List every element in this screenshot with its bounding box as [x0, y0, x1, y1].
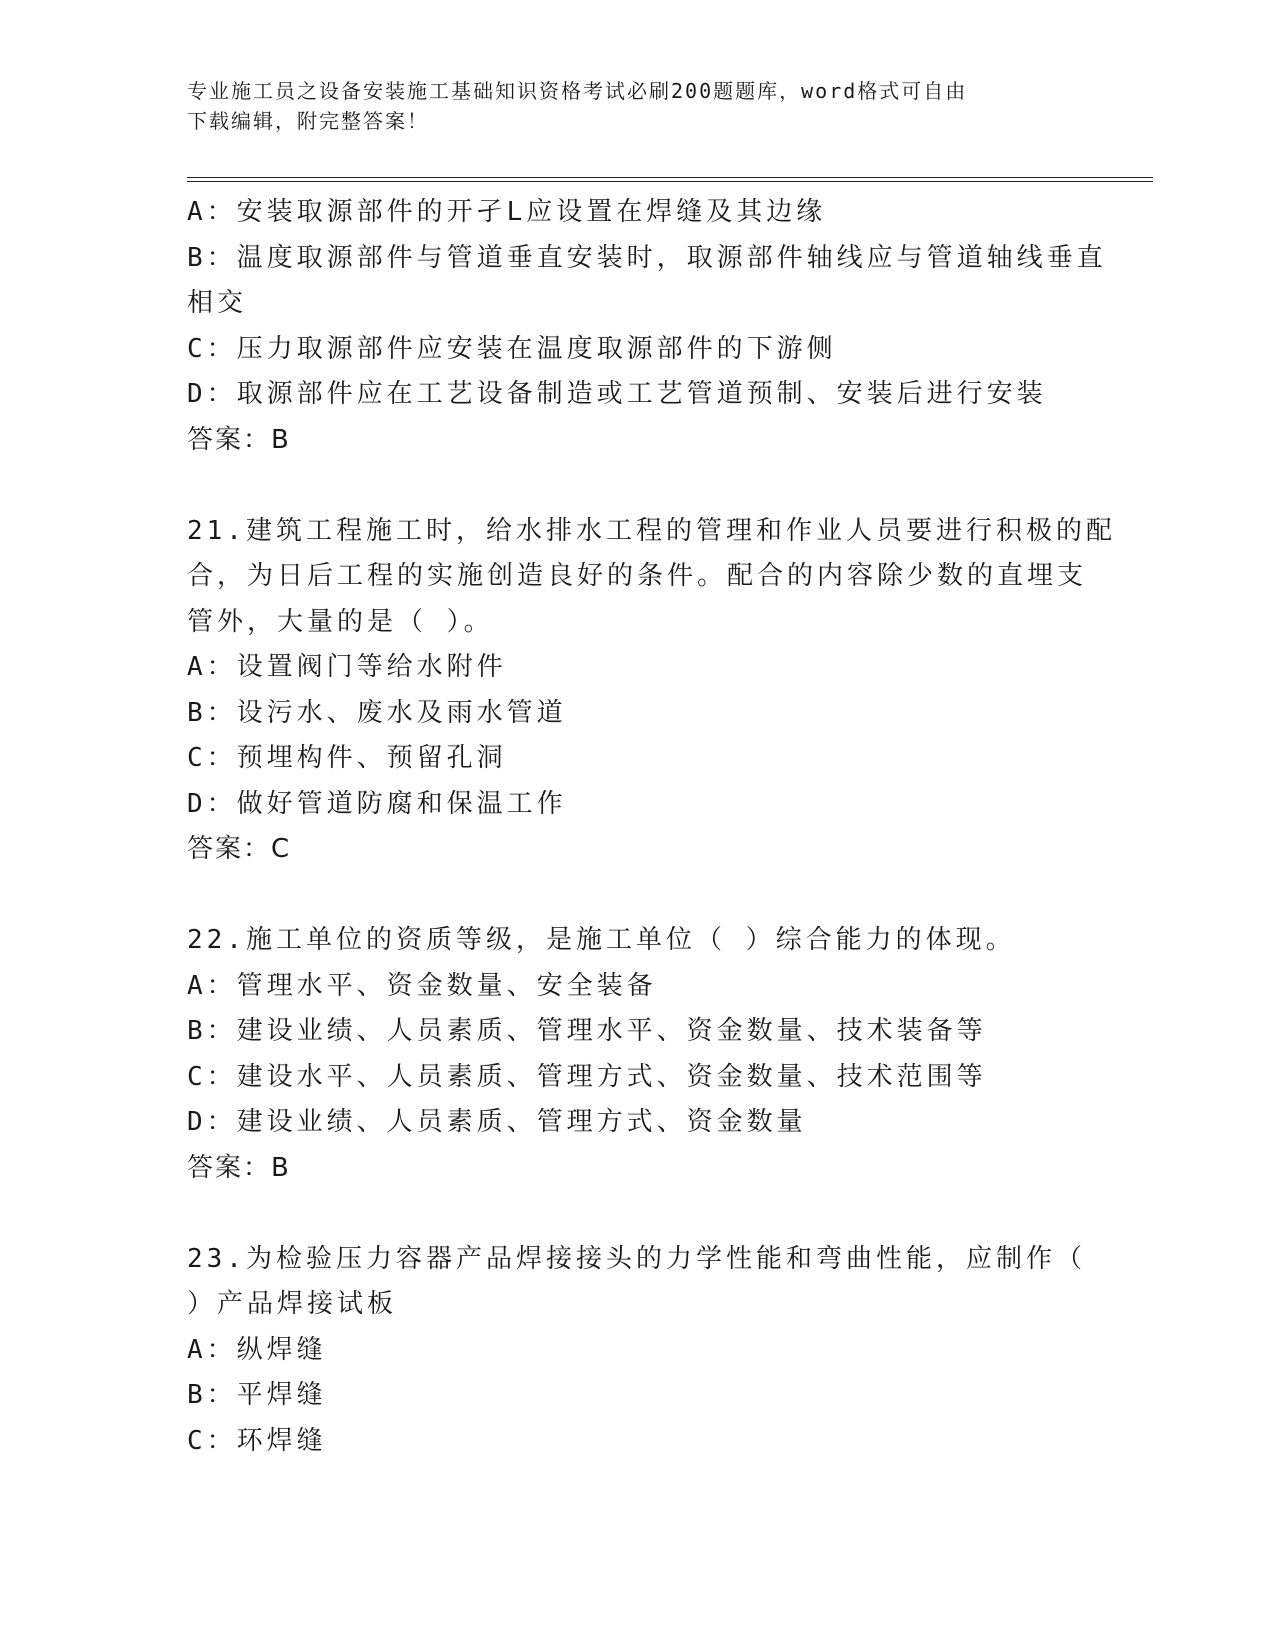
question-block-23: [187, 1237, 1087, 1465]
question-stem-continued: 合，为日后工程的实施创造良好的条件。配合的内容除少数的直埋支: [187, 561, 1088, 591]
option-d: D：做好管道防腐和保温工作: [187, 788, 567, 819]
document-header: [187, 76, 1067, 136]
answer-line: 答案：C: [187, 834, 292, 864]
question-stem: 22.施工单位的资质等级，是施工单位（ ）综合能力的体现。: [187, 925, 1016, 955]
option-c: C：环焊缝: [187, 1425, 327, 1456]
question-block-21: [187, 509, 1116, 873]
header-divider-top: [187, 177, 1153, 178]
question-stem: 23.为检验压力容器产品焊接接头的力学性能和弯曲性能，应制作（: [187, 1243, 1086, 1274]
option-b-continued: 相交: [187, 288, 248, 318]
option-a: A：纵焊缝: [187, 1334, 327, 1365]
option-a: A：设置阀门等给水附件: [187, 652, 507, 682]
header-line-1: 专业施工员之设备安装施工基础知识资格考试必刷200题题库，word格式可自由: [187, 79, 968, 103]
question-list: [187, 190, 1116, 1464]
option-c: C：压力取源部件应安装在温度取源部件的下游侧: [187, 333, 837, 364]
option-c: C：预埋构件、预留孔洞: [187, 743, 507, 773]
option-b: B：温度取源部件与管道垂直安装时，取源部件轴线应与管道轴线垂直: [187, 242, 1107, 273]
option-b: B：平焊缝: [187, 1380, 327, 1410]
question-block-22: [187, 918, 1087, 1191]
header-line-2: 下载编辑，附完整答案！: [187, 109, 429, 133]
option-d: D：建设业绩、人员素质、管理方式、资金数量: [187, 1107, 807, 1137]
question-block-20: [187, 190, 1107, 463]
question-stem-continued: 管外，大量的是（ ）。: [187, 606, 494, 637]
option-b: B：设污水、废水及雨水管道: [187, 697, 567, 728]
option-a: A：管理水平、资金数量、安全装备: [187, 970, 657, 1001]
option-b: B：建设业绩、人员素质、管理水平、资金数量、技术装备等: [187, 1016, 987, 1046]
option-d: D：取源部件应在工艺设备制造或工艺管道预制、安装后进行安装: [187, 379, 1047, 409]
spacer: [187, 1191, 1087, 1237]
answer-line: 答案：B: [187, 424, 291, 455]
header-divider-bottom: [187, 181, 1153, 182]
spacer: [187, 873, 1087, 919]
question-stem: 21.建筑工程施工时，给水排水工程的管理和作业人员要进行积极的配: [187, 515, 1116, 546]
answer-line: 答案：B: [187, 1152, 291, 1183]
option-c: C：建设水平、人员素质、管理方式、资金数量、技术范围等: [187, 1061, 987, 1092]
question-stem-continued: ）产品焊接试板: [187, 1289, 398, 1319]
spacer: [187, 463, 1087, 509]
option-a: A：安装取源部件的开孑L应设置在焊缝及其边缘: [187, 197, 827, 227]
